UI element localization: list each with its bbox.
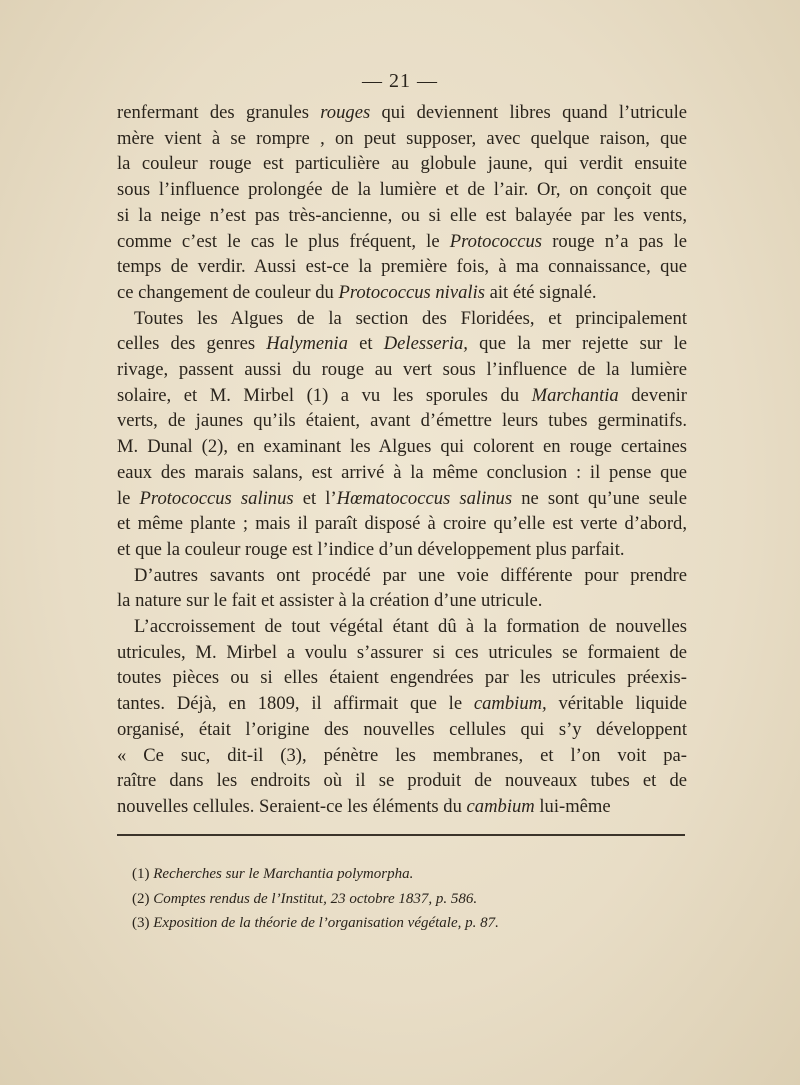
text-line: renfermant des granules rouges qui deviennent libres quand l’utricule xyxy=(117,102,687,123)
italic-term: Halymenia xyxy=(266,333,348,355)
italic-term: cambium, xyxy=(473,693,547,715)
text-line: eaux des marais salans, est arrivé à la même conclusion : il pense que xyxy=(117,461,687,483)
italic-term: Protococcus nivalis xyxy=(338,281,485,303)
text-line: ce changement de couleur du Protococcus nivalis ait été signalé. xyxy=(117,281,597,303)
text-line: nouvelles cellules. Seraient-ce les éléments du cambium lui-même xyxy=(117,795,611,817)
footnote xyxy=(132,862,692,887)
italic-term: Delesseria, xyxy=(383,333,468,355)
text-line: la nature sur le fait et assister à la création d’une utricule. xyxy=(117,590,543,612)
text-line: M. Dunal (2), en examinant les Algues qui colorent en rouge certaines xyxy=(117,436,687,458)
paragraph xyxy=(117,563,687,614)
text-line: toutes pièces ou si elles étaient engendrées par les utricules préexis- xyxy=(117,667,687,689)
text-line: L’accroissement de tout végétal étant dû à la formation de nouvelles xyxy=(134,616,687,638)
text-line: « Ce suc, dit-il (3), pénètre les membranes, et l’on voit pa- xyxy=(117,744,687,766)
paragraph xyxy=(117,306,687,563)
italic-term: rouges xyxy=(320,102,371,123)
text-line: tantes. Déjà, en 1809, il affirmait que le cambium, véritable liquide xyxy=(117,693,687,715)
body-text xyxy=(117,100,687,820)
text-line: Toutes les Algues de la section des Floridées, et principalement xyxy=(134,307,687,329)
text-line: mère vient à se rompre , on peut supposer, avec quelque raison, que xyxy=(117,127,687,149)
text-line: temps de verdir. Aussi est-ce la première fois, à ma connaissance, que xyxy=(117,256,687,278)
text-line: et que la couleur rouge est l’indice d’un développement plus parfait. xyxy=(117,538,625,560)
text-line: le Protococcus salinus et l’Hœmatococcus salinus ne sont qu’une seule xyxy=(117,487,687,509)
italic-term: Marchantia xyxy=(531,384,619,406)
text-line: la couleur rouge est particulière au globule jaune, qui verdit ensuite xyxy=(117,153,687,175)
paragraph xyxy=(117,100,687,306)
footnote-text: Recherches sur le Marchantia polymorpha. xyxy=(153,866,414,882)
text-line: si la neige n’est pas très-ancienne, ou si elle est balayée par les vents, xyxy=(117,204,687,226)
footnote xyxy=(132,887,692,912)
text-line: verts, de jaunes qu’ils étaient, avant d’émettre leurs tubes germinatifs. xyxy=(117,410,687,432)
footnote xyxy=(132,911,692,936)
footnote-text: Exposition de la théorie de l’organisation végétale, p. 87. xyxy=(153,915,499,931)
italic-term: Protococcus salinus xyxy=(139,487,294,509)
footnote-text: Comptes rendus de l’Institut, 23 octobre 1837, p. 586. xyxy=(153,890,478,907)
text-line: comme c’est le cas le plus fréquent, le Protococcus rouge n’a pas le xyxy=(117,230,688,252)
footnote-separator xyxy=(117,834,685,836)
italic-term: Hœmatococcus salinus xyxy=(336,487,513,509)
italic-term: cambium xyxy=(466,795,535,817)
footnote-number: (3) xyxy=(132,915,150,931)
text-line: organisé, était l’origine des nouvelles cellules qui s’y développent xyxy=(117,718,687,740)
footnote-number: (1) xyxy=(132,866,150,882)
text-line: et même plante ; mais il paraît disposé à croire qu’elle est verte d’abord, xyxy=(117,513,687,535)
text-line: rivage, passent aussi du rouge au vert sous l’influence de la lumière xyxy=(117,359,687,381)
text-line: celles des genres Halymenia et Delesseria, que la mer rejette sur le xyxy=(117,333,687,355)
text-line: sous l’influence prolongée de la lumière et de l’air. Or, on conçoit que xyxy=(117,179,687,201)
text-line: utricules, M. Mirbel a voulu s’assurer si ces utricules se formaient de xyxy=(117,641,687,663)
italic-term: Protococcus xyxy=(449,230,543,252)
paragraph xyxy=(117,614,687,820)
page-number: — 21 — xyxy=(362,70,438,92)
footnote-number: (2) xyxy=(132,890,150,907)
text-line: raître dans les endroits où il se produit de nouveaux tubes et de xyxy=(117,770,687,792)
text-line: D’autres savants ont procédé par une voie différente pour prendre xyxy=(134,564,687,586)
text-line: solaire, et M. Mirbel (1) a vu les sporules du Marchantia devenir xyxy=(117,384,687,406)
footnotes xyxy=(132,862,692,936)
